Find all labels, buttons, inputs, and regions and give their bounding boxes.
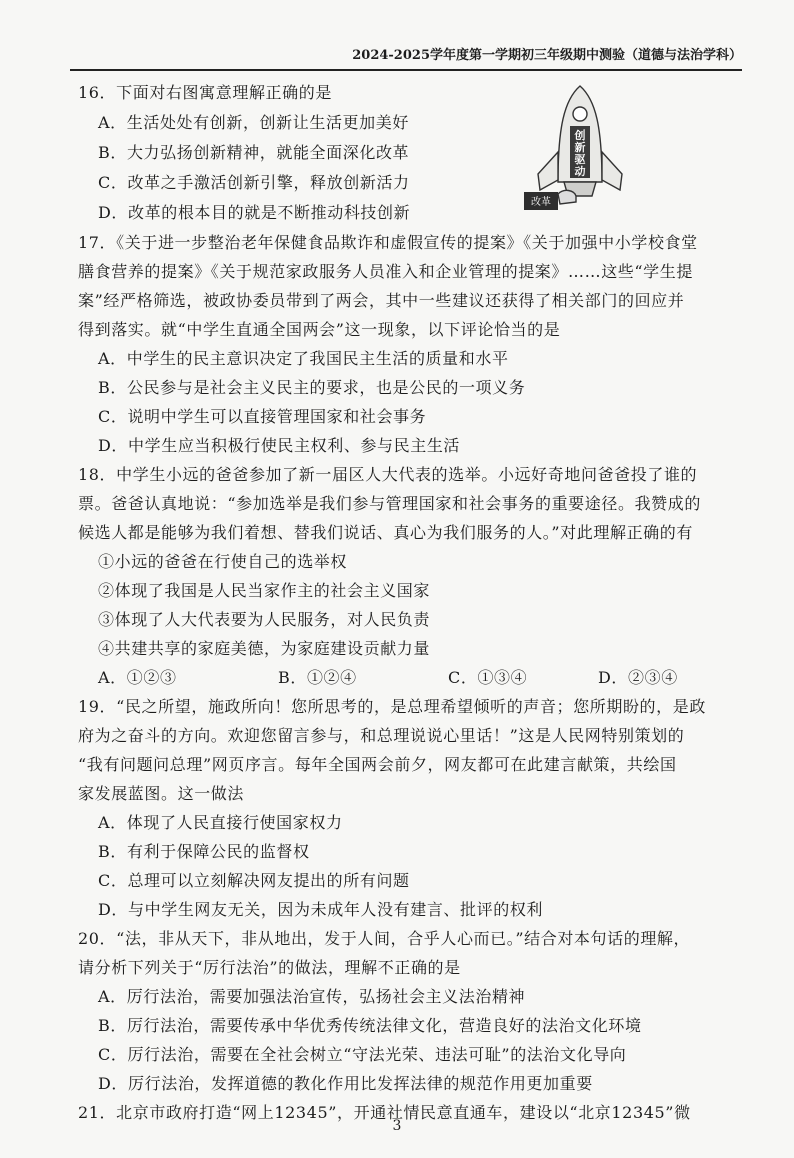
text-line: A．体现了人民直接行使国家权力 <box>98 813 343 832</box>
text-line: ①小远的爸爸在行使自己的选举权 <box>98 552 348 571</box>
text-line: D．中学生应当积极行使民主权利、参与民主生活 <box>98 436 461 455</box>
text-line: A．厉行法治，需要加强法治宣传，弘扬社会主义法治精神 <box>98 987 526 1006</box>
text-line: B．大力弘扬创新精神，就能全面深化改革 <box>98 143 410 162</box>
text-line: 得到落实。就“中学生直通全国两会”这一现象，以下评论恰当的是 <box>78 320 561 339</box>
q18-option-b: B．①②④ <box>278 668 357 687</box>
text-line: A．生活处处有创新，创新让生活更加美好 <box>98 113 409 132</box>
text-line: 票。爸爸认真地说：“参加选举是我们参与管理国家和社会事务的重要途径。我赞成的 <box>78 494 701 513</box>
text-line: 19．“民之所望，施政所向！您所思考的，是总理希望倾听的声音；您所期盼的，是政 <box>78 697 706 716</box>
q18-option-d: D．②③④ <box>598 668 678 687</box>
text-line: B．厉行法治，需要传承中华优秀传统法律文化，营造良好的法治文化环境 <box>98 1016 642 1035</box>
text-line: C．改革之手激活创新引擎，释放创新活力 <box>98 173 410 192</box>
text-line: ②体现了我国是人民当家作主的社会主义国家 <box>98 581 431 600</box>
q18-options-row <box>98 667 718 689</box>
text-line: D．改革的根本目的就是不断推动科技创新 <box>98 203 411 222</box>
page-number: 3 <box>392 1118 402 1134</box>
reform-sign-text: 改革 <box>531 197 551 208</box>
rocket-char-2: 新 <box>574 141 586 154</box>
rocket-illustration <box>520 82 640 217</box>
text-line: C．总理可以立刻解决网友提出的所有问题 <box>98 871 410 890</box>
text-line: C．说明中学生可以直接管理国家和社会事务 <box>98 407 427 426</box>
text-line: D．与中学生网友无关，因为未成年人没有建言、批评的权利 <box>98 900 544 919</box>
text-line: 17．《关于进一步整治老年保健食品欺诈和虚假宣传的提案》《关于加强中小学校食堂 <box>78 233 698 252</box>
text-line: B．公民参与是社会主义民主的要求，也是公民的一项义务 <box>98 378 526 397</box>
text-line: ③体现了人大代表要为人民服务，对人民负责 <box>98 610 431 629</box>
text-line: 请分析下列关于“厉行法治”的做法，理解不正确的是 <box>78 958 461 977</box>
text-line: 候选人都是能够为我们着想、替我们说话、真心为我们服务的人。”对此理解正确的有 <box>78 523 693 542</box>
text-line: B．有利于保障公民的监督权 <box>98 842 310 861</box>
text-line: 膳食营养的提案》《关于规范家政服务人员准入和企业管理的提案》……这些“学生提 <box>78 262 693 281</box>
text-line: 16．下面对右图寓意理解正确的是 <box>78 83 332 102</box>
text-line: ④共建共享的家庭美德，为家庭建设贡献力量 <box>98 639 431 658</box>
text-line: C．厉行法治，需要在全社会树立“守法光荣、违法可耻”的法治文化导向 <box>98 1045 627 1064</box>
text-line: 家发展蓝图。这一做法 <box>78 784 245 803</box>
rocket-char-4: 动 <box>574 165 586 178</box>
text-line: 21．北京市政府打造“网上12345”，开通社情民意直通车，建设以“北京12345”微 <box>78 1103 691 1122</box>
text-line: 案”经严格筛选，被政协委员带到了两会，其中一些建议还获得了相关部门的回应并 <box>78 291 685 310</box>
text-line: A．中学生的民主意识决定了我国民主生活的质量和水平 <box>98 349 509 368</box>
q18-option-a: A．①②③ <box>98 668 177 687</box>
text-line: D．厉行法治，发挥道德的教化作用比发挥法律的规范作用更加重要 <box>98 1074 593 1093</box>
q18-option-c: C．①③④ <box>448 668 528 687</box>
text-line: “我有问题问总理”网页序言。每年全国两会前夕，网友都可在此建言献策，共绘国 <box>78 755 677 774</box>
text-line: 20．“法，非从天下，非从地出，发于人间，合乎人心而已。”结合对本句话的理解， <box>78 929 691 948</box>
rocket-char-1: 创 <box>574 129 586 142</box>
page-header: 2024-2025学年度第一学期初三年级期中测验（道德与法治学科） <box>70 44 742 71</box>
text-line: 府为之奋斗的方向。欢迎您留言参与，和总理说说心里话！”这是人民网特别策划的 <box>78 726 685 745</box>
text-line: 18．中学生小远的爸爸参加了新一届区人大代表的选举。小远好奇地问爸爸投了谁的 <box>78 465 698 484</box>
rocket-char-3: 驱 <box>574 153 586 166</box>
